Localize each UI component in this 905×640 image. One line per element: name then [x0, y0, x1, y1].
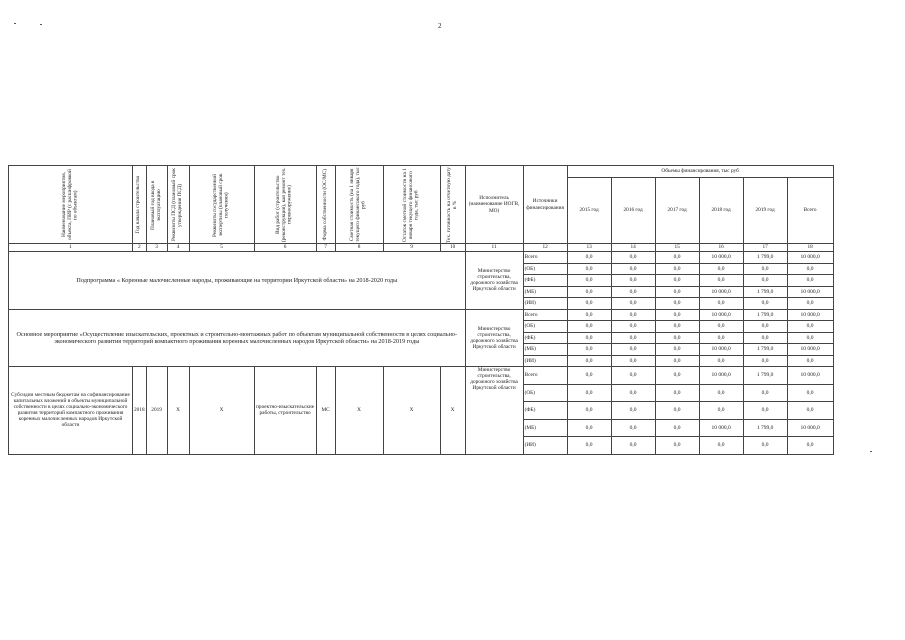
header-year: 2015 год [567, 178, 611, 244]
value-cell: 0,0 [787, 384, 833, 402]
funding-source: (ИИ) [523, 298, 567, 310]
value-cell: 0,0 [655, 252, 699, 264]
value-cell: 0,0 [655, 309, 699, 321]
funding-source: (МБ) [523, 286, 567, 298]
value-cell: 1 799,0 [743, 309, 787, 321]
value-cell: 0,0 [611, 252, 655, 264]
value-cell: 1 799,0 [743, 419, 787, 437]
value-cell: 10 000,0 [787, 252, 833, 264]
table-row [9, 309, 834, 321]
funding-source: (ОБ) [523, 263, 567, 275]
value-cell: 0,0 [611, 402, 655, 420]
value-cell: 0,0 [787, 263, 833, 275]
value-cell: 0,0 [611, 298, 655, 310]
value-cell: 0,0 [699, 263, 743, 275]
executor-cell: Министерство строительства, дорожного хозяйства Иркутской области [465, 367, 523, 455]
funding-source: Всего [523, 252, 567, 264]
capacity-value: Х [440, 367, 465, 455]
value-cell: 0,0 [787, 437, 833, 455]
value-cell: 0,0 [655, 286, 699, 298]
funding-source: (МБ) [523, 344, 567, 356]
header-year: 2019 год [743, 178, 787, 244]
value-cell: 0,0 [655, 275, 699, 287]
funding-source: (ИИ) [523, 437, 567, 455]
funding-source: (ФБ) [523, 402, 567, 420]
header-ownership: Форма собственности (ОС/МС) [316, 166, 335, 244]
value-cell: 0,0 [787, 275, 833, 287]
value-cell: 0,0 [611, 263, 655, 275]
value-cell: 0,0 [743, 321, 787, 333]
header-year: 2018 год [699, 178, 743, 244]
value-cell: 0,0 [611, 355, 655, 367]
value-cell: 10 000,0 [787, 367, 833, 385]
value-cell: 0,0 [567, 344, 611, 356]
value-cell: 0,0 [655, 355, 699, 367]
value-cell: 0,0 [699, 384, 743, 402]
column-number: 10 [440, 244, 465, 252]
column-number: 12 [523, 244, 567, 252]
value-cell: 0,0 [699, 437, 743, 455]
expertise-value: Х [189, 367, 254, 455]
column-number: 3 [146, 244, 167, 252]
value-cell: 1 799,0 [743, 252, 787, 264]
page-number: 2 [438, 22, 442, 30]
header-work-type: Вид работ (строительство (реконструкция), кап ремонт тех. перевооружение) [254, 166, 316, 244]
value-cell: 10 000,0 [699, 252, 743, 264]
value-cell: 0,0 [567, 332, 611, 344]
value-cell: 0,0 [699, 332, 743, 344]
value-cell: 0,0 [787, 321, 833, 333]
scan-speck [40, 24, 42, 25]
funding-source: (ФБ) [523, 275, 567, 287]
header-funding-sources: Источники финансирования [523, 166, 567, 244]
value-cell: 1 799,0 [743, 344, 787, 356]
column-number: 2 [133, 244, 147, 252]
header-capacity: Тех. готовность на отчетную дату в % [440, 166, 465, 244]
start-year: 2018 [133, 367, 147, 455]
column-number: 4 [167, 244, 189, 252]
header-executor: Исполнитель (наименование ИОГВ, МО) [465, 166, 523, 244]
header-funding-volume: Объемы финансирования, тыс руб [567, 166, 833, 178]
remaining-cost-value: Х [383, 367, 440, 455]
funding-source: (ОБ) [523, 321, 567, 333]
value-cell: 0,0 [611, 275, 655, 287]
psd-value: Х [167, 367, 189, 455]
commission-year: 2019 [146, 367, 167, 455]
value-cell: 0,0 [567, 384, 611, 402]
value-cell: 0,0 [787, 355, 833, 367]
header-start-year: Год начала строительства [133, 166, 147, 244]
section-title: Подпрограмма « Коренные малочисленные народы, проживающие на территории Иркутской области» на 2018-2020 годы [9, 252, 466, 310]
header-remaining-cost: Остаток сметной стоимости на 1 января текущего финансового года, тыс руб [383, 166, 440, 244]
column-numbers-row [9, 244, 834, 252]
column-number: 14 [611, 244, 655, 252]
value-cell: 1 799,0 [743, 286, 787, 298]
value-cell: 0,0 [655, 332, 699, 344]
column-number: 11 [465, 244, 523, 252]
value-cell: 0,0 [699, 275, 743, 287]
column-number: 5 [189, 244, 254, 252]
value-cell: 0,0 [567, 419, 611, 437]
funding-source: (МБ) [523, 419, 567, 437]
value-cell: 0,0 [699, 402, 743, 420]
value-cell: 0,0 [787, 402, 833, 420]
value-cell: 0,0 [611, 419, 655, 437]
header-year: 2017 год [655, 178, 699, 244]
funding-source: (ОБ) [523, 384, 567, 402]
value-cell: 0,0 [567, 298, 611, 310]
value-cell: 10 000,0 [699, 367, 743, 385]
value-cell: 10 000,0 [699, 309, 743, 321]
value-cell: 0,0 [655, 298, 699, 310]
value-cell: 10 000,0 [699, 419, 743, 437]
value-cell: 0,0 [611, 332, 655, 344]
column-number: 6 [254, 244, 316, 252]
column-number: 18 [787, 244, 833, 252]
value-cell: 0,0 [567, 286, 611, 298]
value-cell: 0,0 [567, 437, 611, 455]
value-cell: 0,0 [611, 309, 655, 321]
funding-source: (ФБ) [523, 332, 567, 344]
value-cell: 0,0 [699, 355, 743, 367]
value-cell: 0,0 [567, 252, 611, 264]
value-cell: 0,0 [743, 332, 787, 344]
value-cell: 0,0 [567, 367, 611, 385]
column-number: 9 [383, 244, 440, 252]
object-name: Субсидии местным бюджетам на софинансирование капитальных вложений в объекты муниципальной собственности в целях социально-экономического развития территорий компактного проживания коренных малочисленных народов Иркутской области [9, 367, 133, 455]
value-cell: 0,0 [655, 419, 699, 437]
value-cell: 0,0 [787, 298, 833, 310]
value-cell: 0,0 [611, 384, 655, 402]
value-cell: 10 000,0 [699, 344, 743, 356]
value-cell: 0,0 [787, 332, 833, 344]
column-number: 16 [699, 244, 743, 252]
value-cell: 0,0 [611, 344, 655, 356]
table-row [9, 367, 834, 385]
header-commission-year: Плановый год ввода в эксплуатацию [146, 166, 167, 244]
column-number: 8 [335, 244, 383, 252]
header-name: Наименование мероприятия, объекта, ПИР (с расшифровкой по объектам) [9, 166, 133, 244]
column-number: 15 [655, 244, 699, 252]
column-number: 13 [567, 244, 611, 252]
value-cell: 0,0 [699, 321, 743, 333]
value-cell: 0,0 [743, 263, 787, 275]
scan-speck [14, 23, 16, 24]
value-cell: 0,0 [655, 437, 699, 455]
value-cell: 0,0 [743, 402, 787, 420]
value-cell: 0,0 [611, 367, 655, 385]
value-cell: 0,0 [655, 384, 699, 402]
column-number: 7 [316, 244, 335, 252]
header-year: 2016 год [611, 178, 655, 244]
column-number: 1 [9, 244, 133, 252]
value-cell: 0,0 [655, 367, 699, 385]
value-cell: 0,0 [743, 298, 787, 310]
work-type-value: проектно-изыскательские работы, строительство [254, 367, 316, 455]
value-cell: 1 799,0 [743, 367, 787, 385]
value-cell: 0,0 [655, 402, 699, 420]
value-cell: 0,0 [611, 321, 655, 333]
value-cell: 0,0 [743, 437, 787, 455]
funding-source: (ИИ) [523, 355, 567, 367]
ownership-value: МС [316, 367, 335, 455]
value-cell: 10 000,0 [787, 309, 833, 321]
header-year: Всего [787, 178, 833, 244]
value-cell: 0,0 [567, 309, 611, 321]
value-cell: 0,0 [567, 402, 611, 420]
value-cell: 0,0 [567, 263, 611, 275]
value-cell: 0,0 [567, 275, 611, 287]
value-cell: 0,0 [743, 275, 787, 287]
header-estimated-cost: Сметная стоимость (на 1 января текущего финансового года), тыс руб [335, 166, 383, 244]
header-expertise: Реквизиты государственной экспертизы (плановый срок получения) [189, 166, 254, 244]
financing-table [8, 165, 834, 455]
funding-source: Всего [523, 309, 567, 321]
value-cell: 0,0 [611, 437, 655, 455]
value-cell: 0,0 [655, 321, 699, 333]
value-cell: 0,0 [655, 344, 699, 356]
value-cell: 0,0 [743, 355, 787, 367]
executor-cell: Министерство строительства, дорожного хозяйства Иркутской области [465, 252, 523, 310]
value-cell: 0,0 [655, 263, 699, 275]
column-number: 17 [743, 244, 787, 252]
value-cell: 0,0 [611, 286, 655, 298]
header-psd: Реквизиты ПСД (плановый срок утверждения ПСД) [167, 166, 189, 244]
value-cell: 0,0 [567, 321, 611, 333]
value-cell: 10 000,0 [699, 286, 743, 298]
value-cell: 0,0 [567, 355, 611, 367]
estimated-cost-value: Х [335, 367, 383, 455]
value-cell: 0,0 [743, 384, 787, 402]
value-cell: 10 000,0 [787, 419, 833, 437]
executor-cell: Министерство строительства, дорожного хозяйства Иркутской области [465, 309, 523, 367]
value-cell: 10 000,0 [787, 344, 833, 356]
value-cell: 0,0 [699, 298, 743, 310]
section-title: Основное мероприятие «Осуществление изыскательских, проектных и строительно-монтажных работ по объектам муниципальной собственности в целях социально-экономического развития территорий компактного проживания коренных малочисленных народов Иркутской области» на 2018-2019 годы [9, 309, 466, 367]
value-cell: 10 000,0 [787, 286, 833, 298]
scan-speck [870, 451, 872, 452]
funding-source: Всего [523, 367, 567, 385]
table-row [9, 252, 834, 264]
